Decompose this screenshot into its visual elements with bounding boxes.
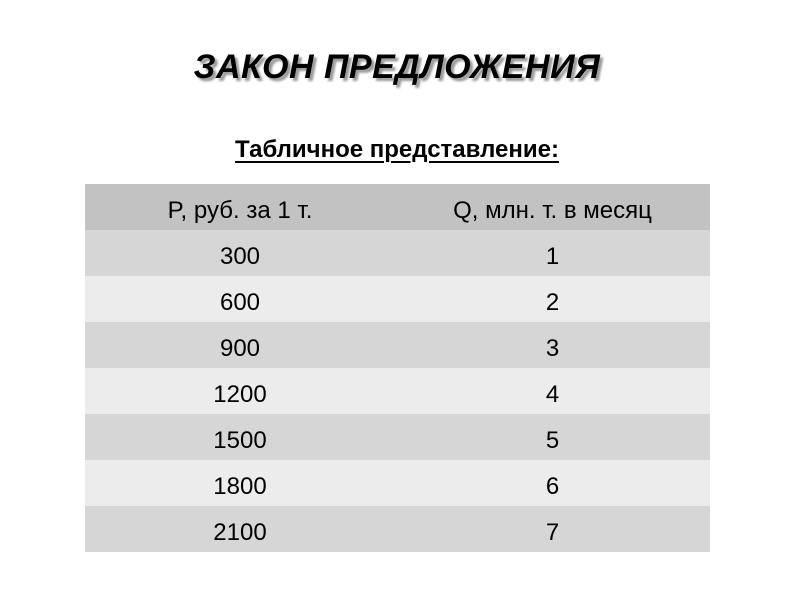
header-quantity: Q, млн. т. в месяц: [453, 197, 652, 224]
header-price: P, руб. за 1 т.: [167, 197, 313, 224]
price-cell: 1500: [213, 427, 267, 454]
table-row: [85, 322, 710, 368]
quantity-cell: 5: [545, 427, 560, 454]
quantity-cell: 6: [545, 473, 560, 500]
price-cell: 900: [219, 335, 261, 362]
table-row: [85, 230, 710, 276]
subtitle-text: Табличное представление:: [235, 136, 559, 163]
table-row: [85, 414, 710, 460]
price-cell: 600: [219, 289, 261, 316]
quantity-cell: 3: [545, 335, 560, 362]
slide-title: ЗАКОН ПРЕДЛОЖЕНИЯ: [193, 48, 601, 86]
quantity-cell: 7: [545, 519, 560, 546]
table-header-row: [85, 184, 710, 230]
table-row: [85, 460, 710, 506]
supply-table: [85, 184, 710, 552]
quantity-cell: 4: [545, 381, 560, 408]
slide-subtitle: [0, 136, 794, 164]
price-cell: 2100: [213, 519, 267, 546]
table-row: [85, 276, 710, 322]
price-cell: 300: [219, 243, 261, 270]
price-cell: 1200: [213, 381, 267, 408]
price-cell: 1800: [213, 473, 267, 500]
table-row: [85, 368, 710, 414]
table-row: [85, 506, 710, 552]
quantity-cell: 1: [545, 243, 560, 270]
quantity-cell: 2: [545, 289, 560, 316]
